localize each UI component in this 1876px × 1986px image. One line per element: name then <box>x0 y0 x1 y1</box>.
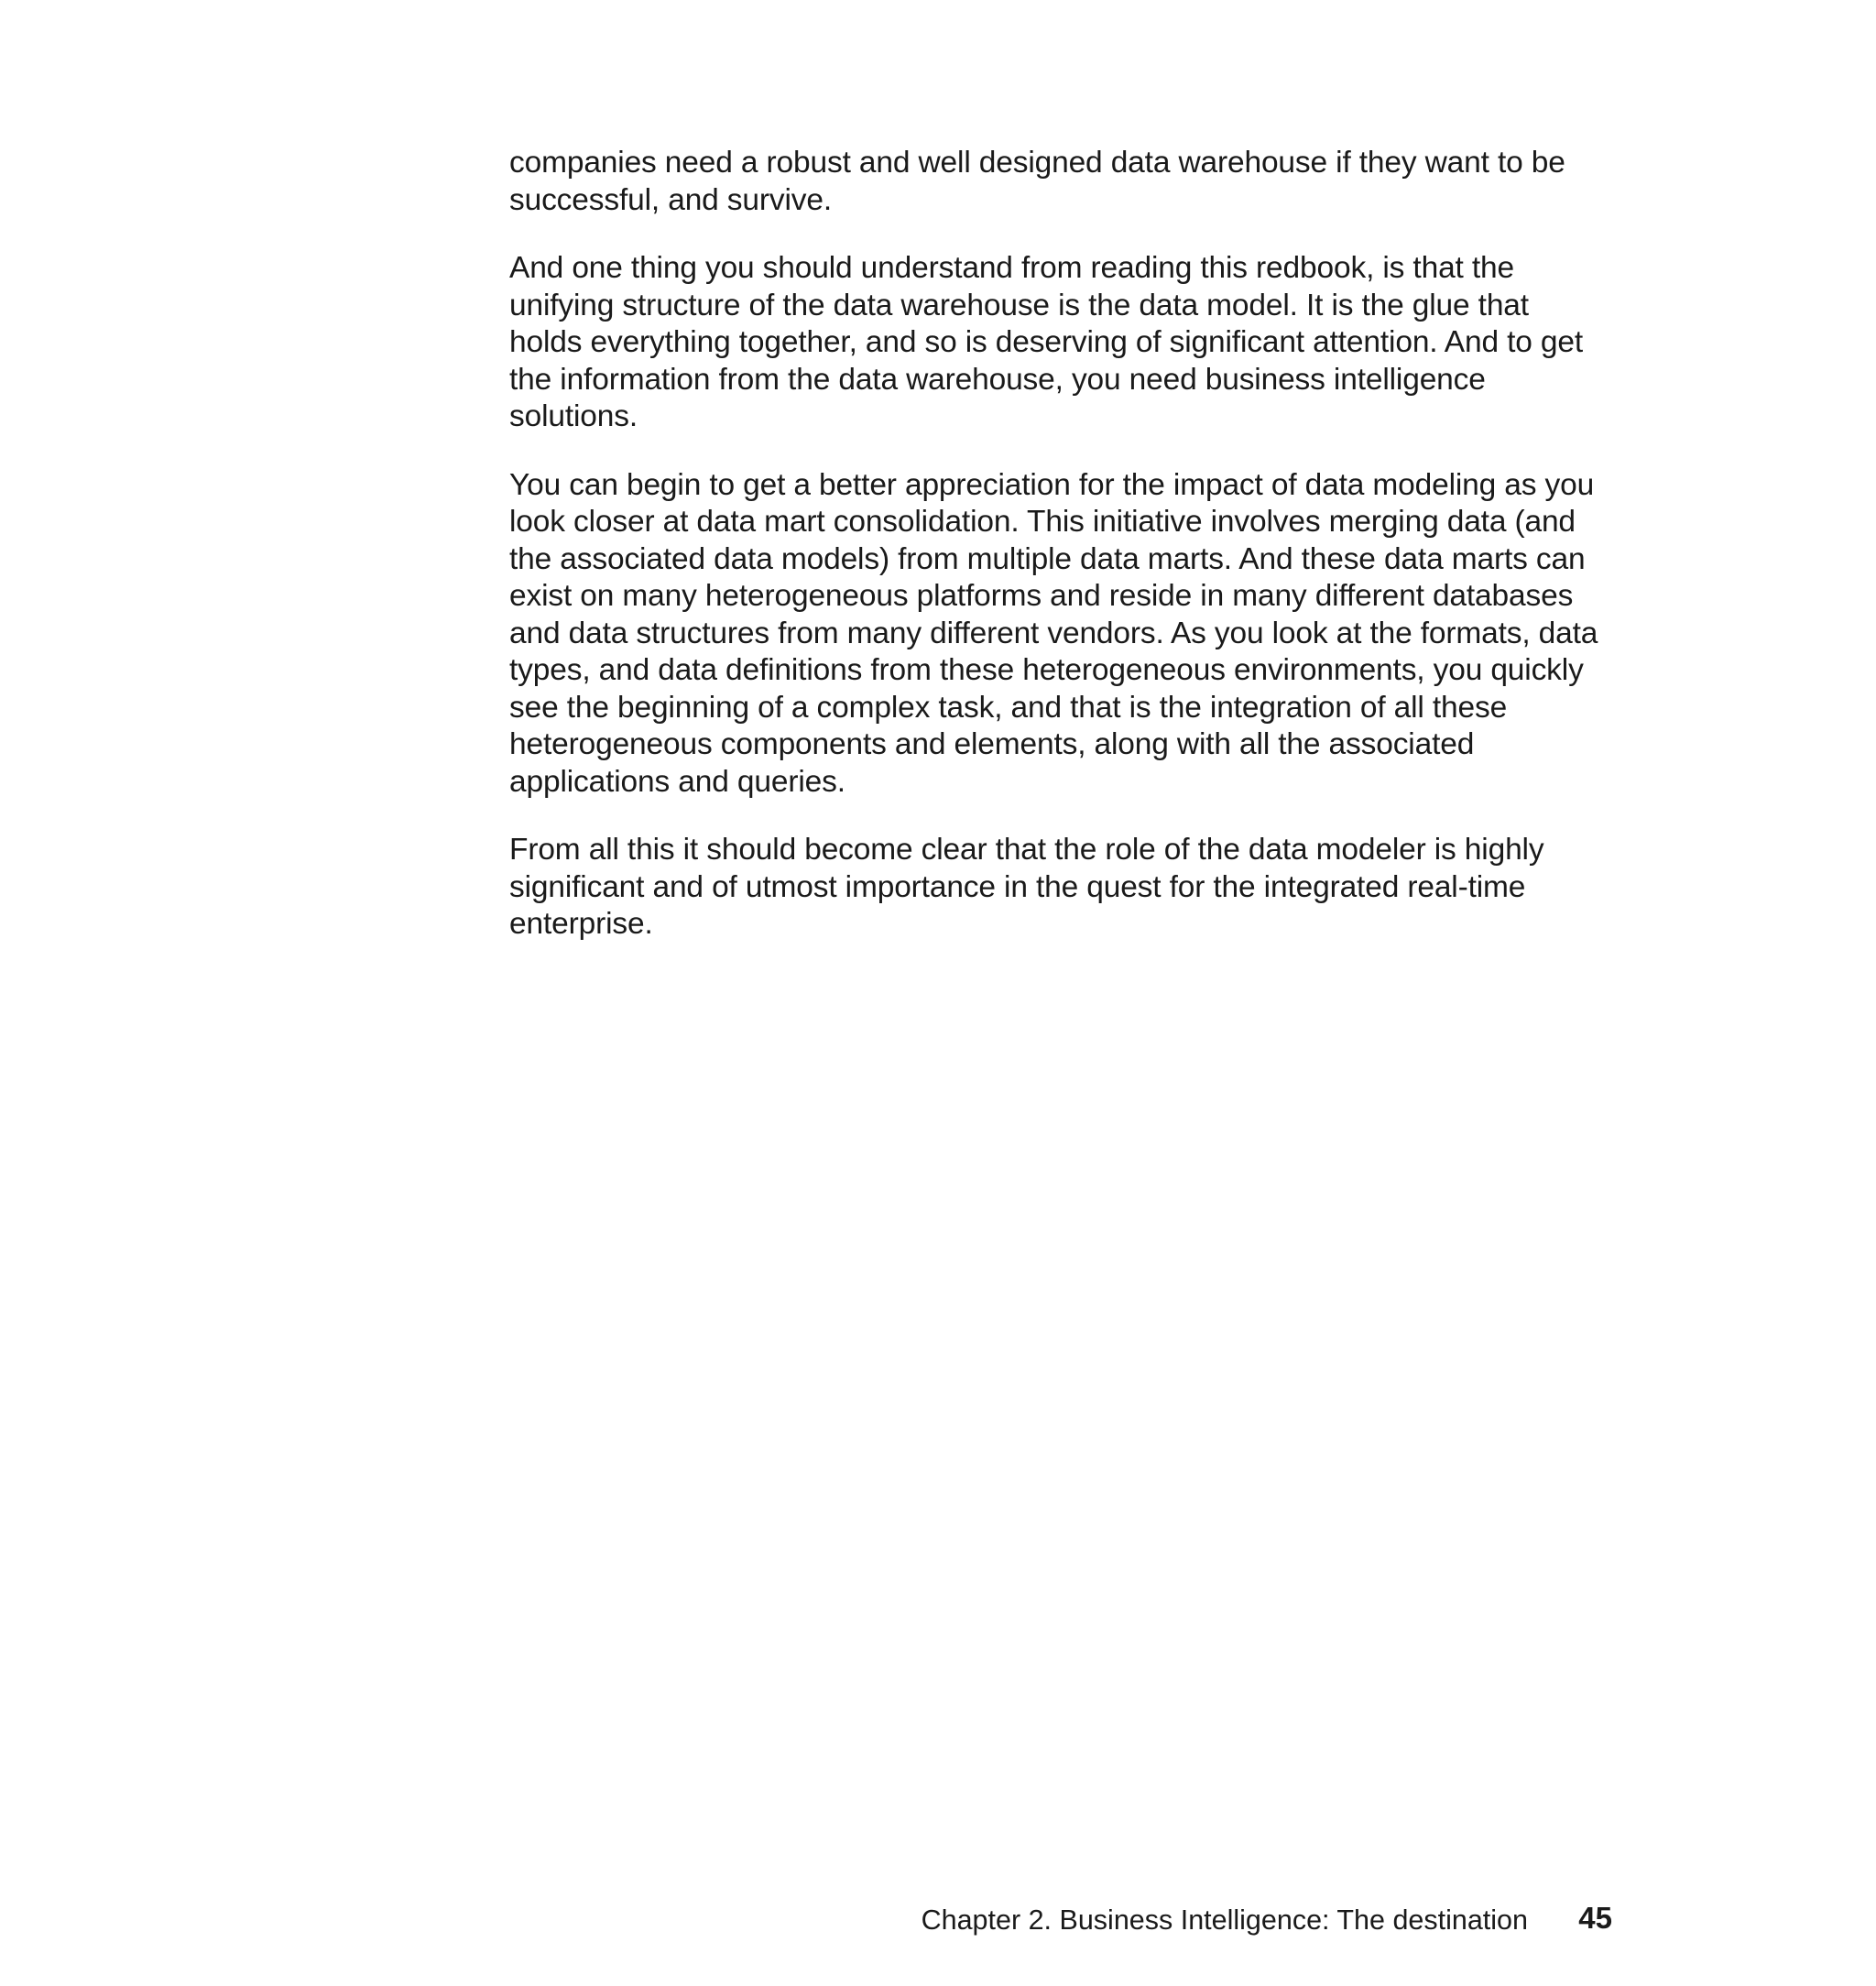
paragraph-3: You can begin to get a better appreciation for the impact of data modeling as you look closer at data mart consolidation. This initiative involves merging data (and the associated data models) from multiple data marts. And these data marts can exist on many heterogeneous platforms and reside in many different databases and data structures from many different vendors. As you look at the formats, data types, and data definitions from these heterogeneous environments, you quickly see the beginning of a complex task, and that is the integration of all these heterogeneous components and elements, along with all the associated applications and queries. <box>509 467 1598 799</box>
page-footer <box>824 1900 1612 1940</box>
paragraph-1: companies need a robust and well designed data warehouse if they want to be successful, and survive. <box>509 146 1565 217</box>
body-text <box>509 145 1609 975</box>
paragraph-2: And one thing you should understand from reading this redbook, is that the unifying structure of the data warehouse is the data model. It is the glue that holds everything together, and so is deserving of significant attention. And to get the information from the data warehouse, you need business intelligence solutions. <box>509 251 1583 433</box>
page-number: 45 <box>1578 1901 1612 1935</box>
paragraph-4: From all this it should become clear that the role of the data modeler is highly significant and of utmost importance in the quest for the integrated real-time enterprise. <box>509 833 1544 941</box>
footer-chapter-title: Chapter 2. Business Intelligence: The destination <box>921 1904 1528 1936</box>
